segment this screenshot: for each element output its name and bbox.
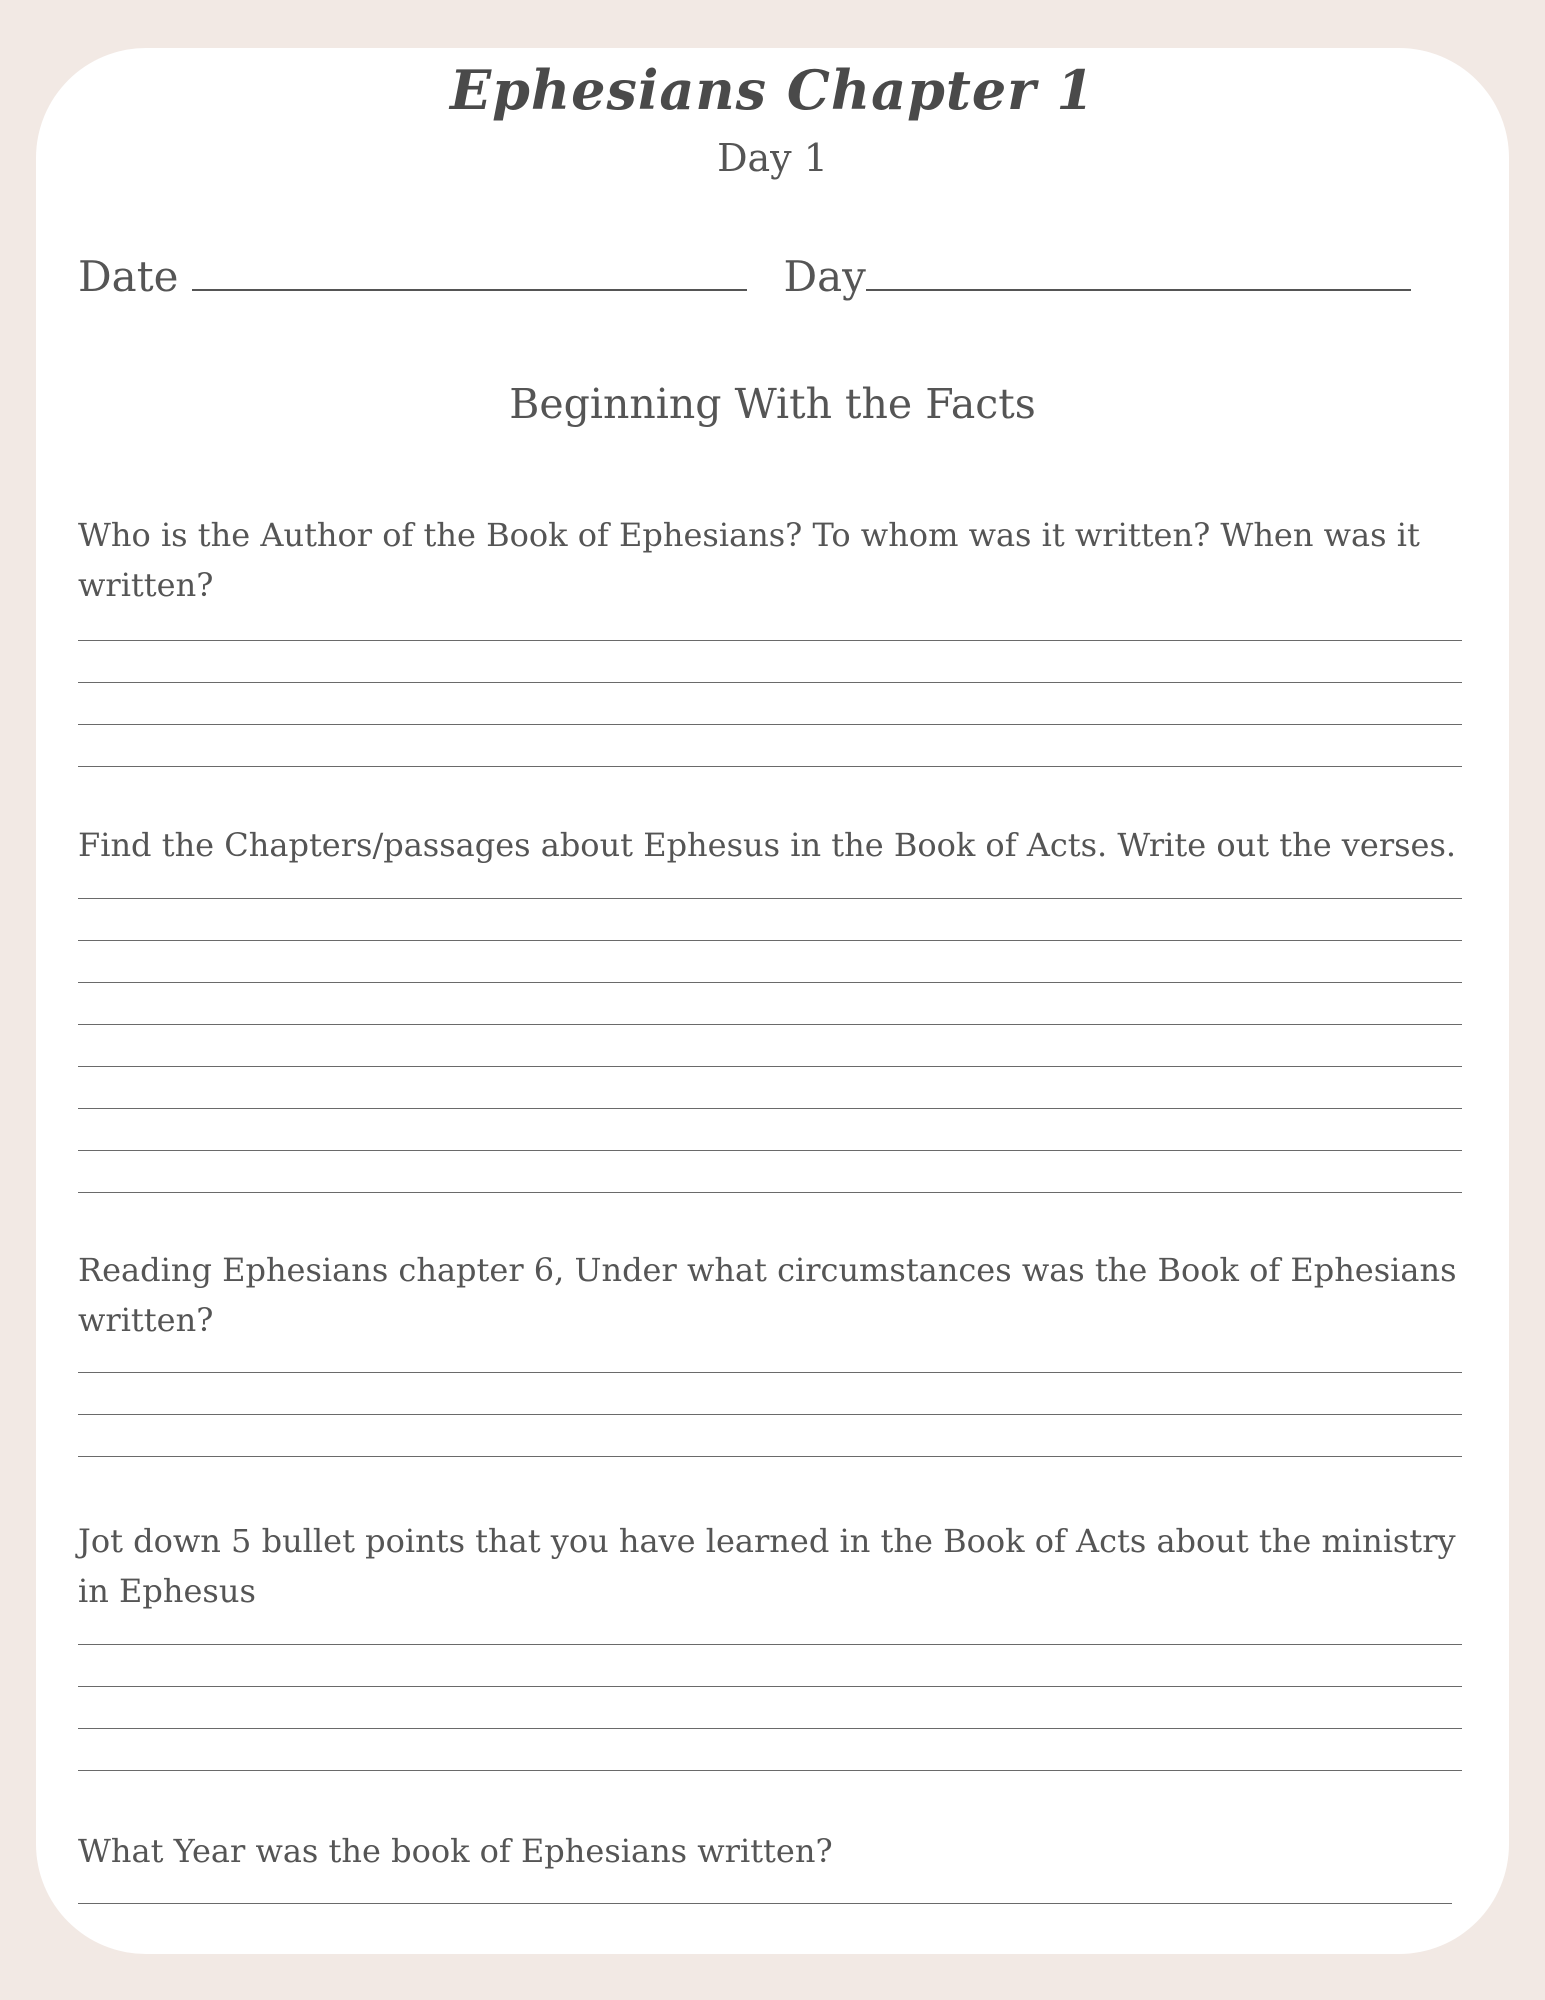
answer-line[interactable]: [78, 682, 1462, 683]
answer-line[interactable]: [78, 1728, 1462, 1729]
answer-line[interactable]: [78, 1644, 1462, 1645]
page-title: Ephesians Chapter 1: [449, 58, 1095, 122]
question-4: Jot down 5 bullet points that you have learned in the Book of Acts about the ministry in Ephesus: [78, 1522, 1456, 1610]
answer-line[interactable]: [78, 1903, 1452, 1904]
question-5: What Year was the book of Ephesians written?: [78, 1832, 833, 1870]
answer-line[interactable]: [78, 1414, 1462, 1415]
answer-line[interactable]: [78, 1150, 1462, 1151]
answer-line[interactable]: [78, 1372, 1462, 1373]
date-blank[interactable]: [192, 253, 747, 291]
day-label: Day: [783, 252, 866, 301]
answer-line[interactable]: [78, 1686, 1462, 1687]
answer-line[interactable]: [78, 898, 1462, 899]
worksheet-card: [36, 48, 1509, 1954]
question-1: Who is the Author of the Book of Ephesians? To whom was it written? When was it written?: [78, 516, 1420, 604]
answer-line[interactable]: [78, 1024, 1462, 1025]
answer-line[interactable]: [78, 640, 1462, 641]
answer-line[interactable]: [78, 766, 1462, 767]
answer-line[interactable]: [78, 1456, 1462, 1457]
answer-line[interactable]: [78, 982, 1462, 983]
answer-line[interactable]: [78, 1192, 1462, 1193]
answer-line[interactable]: [78, 940, 1462, 941]
answer-line[interactable]: [78, 1770, 1462, 1771]
answer-line[interactable]: [78, 1066, 1462, 1067]
page-subtitle: Day 1: [717, 136, 828, 180]
question-3: Reading Ephesians chapter 6, Under what circumstances was the Book of Ephesians written?: [78, 1251, 1457, 1339]
answer-line[interactable]: [78, 724, 1462, 725]
question-2: Find the Chapters/passages about Ephesus in the Book of Acts. Write out the verses.: [78, 826, 1457, 864]
day-blank[interactable]: [866, 253, 1411, 291]
answer-line[interactable]: [78, 1108, 1462, 1109]
date-label: Date: [78, 252, 179, 301]
date-row: [78, 252, 1411, 301]
section-heading: Beginning With the Facts: [509, 380, 1036, 428]
